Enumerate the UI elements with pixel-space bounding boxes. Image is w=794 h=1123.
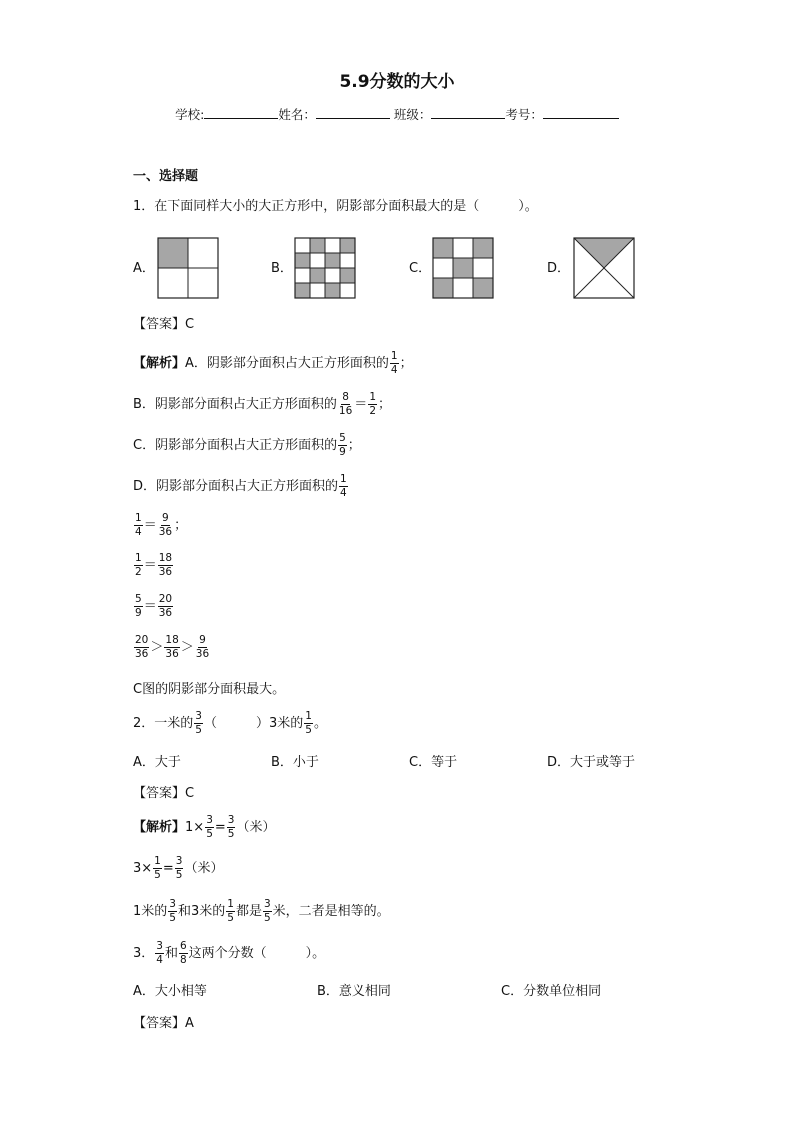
fraction: $\frac{18}{36}$ bbox=[158, 552, 173, 578]
fraction: $\frac{9}{36}$ bbox=[158, 512, 173, 538]
fraction: $\frac{9}{36}$ bbox=[195, 634, 210, 660]
q1-option-d-figure bbox=[573, 237, 635, 299]
fraction: $\frac{8}{16}$ bbox=[338, 391, 353, 417]
fraction: $\frac{1}{2}$ bbox=[135, 552, 142, 578]
section-heading: 一、选择题 bbox=[133, 169, 199, 184]
q2-analysis-1: 【解析】 1× $\frac{3}{5}$ = $\frac{3}{5}$ （米） bbox=[133, 814, 276, 840]
q3-option-b[interactable]: B．意义相同 bbox=[317, 984, 391, 999]
q1-analysis-c: C．阴影部分面积占大正方形面积的 $\frac{5}{9}$ ； bbox=[133, 432, 361, 458]
q1-analysis-b: B．阴影部分面积占大正方形面积的 $\frac{8}{16}$ ＝ $\frac{1}{2}$ ； bbox=[133, 391, 392, 417]
q2-answer: 【答案】C bbox=[133, 786, 195, 801]
fraction: $\frac{1}{5}$ bbox=[227, 898, 234, 924]
class-blank[interactable] bbox=[431, 106, 505, 119]
school-label: 学校: bbox=[175, 107, 205, 122]
q1-conclusion: C图的阴影部分面积最大。 bbox=[133, 682, 286, 697]
fraction: $\frac{1}{2}$ bbox=[369, 391, 376, 417]
q1-option-d-label[interactable]: D． bbox=[547, 261, 571, 276]
student-info-line bbox=[0, 106, 794, 122]
name-label: 姓名： bbox=[278, 107, 316, 122]
analysis-text: A．阴影部分面积占大正方形面积的 bbox=[185, 355, 389, 371]
fraction: $\frac{3}{5}$ bbox=[206, 814, 213, 840]
fraction: $\frac{1}{5}$ bbox=[154, 855, 161, 881]
q2-analysis-2: 3× $\frac{1}{5}$ = $\frac{3}{5}$ （米） bbox=[133, 855, 224, 881]
fraction: $\frac{3}{5}$ bbox=[169, 898, 176, 924]
fraction: $\frac{1}{4}$ bbox=[340, 473, 347, 499]
school-blank[interactable] bbox=[204, 106, 278, 119]
q1-analysis-d bbox=[133, 474, 349, 498]
fraction: $\frac{5}{9}$ bbox=[135, 593, 142, 619]
q3-answer: 【答案】A bbox=[133, 1016, 194, 1031]
fraction: $\frac{3}{5}$ bbox=[263, 898, 271, 924]
q1-option-a-figure bbox=[157, 237, 219, 299]
analysis-text: C．阴影部分面积占大正方形面积的 bbox=[133, 437, 338, 453]
analysis-text: D．阴影部分面积占大正方形面积的 bbox=[133, 478, 339, 494]
fraction: $\frac{20}{36}$ bbox=[158, 593, 173, 619]
fraction: $\frac{20}{36}$ bbox=[135, 634, 149, 660]
number-blank[interactable] bbox=[543, 106, 619, 119]
fraction: $\frac{3}{5}$ bbox=[175, 855, 183, 881]
q1-equation-3: $\frac{5}{9}$ ＝ $\frac{20}{36}$ bbox=[135, 593, 173, 619]
fraction: $\frac{1}{4}$ bbox=[135, 512, 142, 538]
question-1-text: 1．在下面同样大小的大正方形中，阴影部分面积最大的是（ ）。 bbox=[133, 199, 538, 214]
q1-equation-4: $\frac{20}{36}$ ＞ $\frac{18}{36}$ ＞ $\frac{9}{36}$ bbox=[135, 634, 210, 660]
q3-option-a[interactable]: A．大小相等 bbox=[133, 984, 207, 999]
class-label: 班级： bbox=[393, 107, 432, 122]
page-title: 5.9分数的大小 bbox=[339, 72, 455, 92]
q2-option-d[interactable]: D．大于或等于 bbox=[547, 755, 636, 770]
q2-option-c[interactable]: C．等于 bbox=[409, 755, 458, 770]
fraction: $\frac{3}{4}$ bbox=[156, 940, 163, 966]
q1-option-b-figure bbox=[294, 237, 356, 299]
analysis-label: 【解析】 bbox=[133, 819, 186, 835]
fraction: $\frac{1}{4}$ bbox=[390, 350, 398, 376]
q1-equation-2: $\frac{1}{2}$ ＝ $\frac{18}{36}$ bbox=[135, 552, 173, 578]
fraction: $\frac{6}{8}$ bbox=[179, 940, 187, 966]
fraction: $\frac{3}{5}$ bbox=[227, 814, 235, 840]
analysis-label: 【解析】 bbox=[133, 355, 186, 371]
name-blank[interactable] bbox=[316, 106, 390, 119]
q1-answer: 【答案】C bbox=[133, 317, 195, 332]
fraction: $\frac{5}{9}$ bbox=[339, 432, 346, 458]
q1-analysis-a: 【解析】 A．阴影部分面积占大正方形面积的 $\frac{1}{4}$ ； bbox=[133, 350, 413, 376]
q2-analysis-3: 1米的 $\frac{3}{5}$ 和3米的 $\frac{1}{5}$ 都是 $\frac{3}{5}$ 米，二者是相等的。 bbox=[133, 898, 390, 924]
fraction: $\frac{1}{5}$ bbox=[305, 710, 312, 736]
q2-option-b[interactable]: B．小于 bbox=[271, 755, 319, 770]
q3-option-c[interactable]: C．分数单位相同 bbox=[501, 984, 602, 999]
q1-equation-1: $\frac{1}{4}$ ＝ $\frac{9}{36}$ ； bbox=[135, 512, 188, 538]
q1-option-c-figure bbox=[432, 237, 494, 299]
number-label: 考号： bbox=[505, 107, 543, 122]
fraction: $\frac{18}{36}$ bbox=[165, 634, 179, 660]
question-3-text: 3． $\frac{3}{4}$ 和 $\frac{6}{8}$ 这两个分数（ ）。 bbox=[133, 940, 326, 966]
q2-option-a[interactable]: A．大于 bbox=[133, 755, 181, 770]
fraction: $\frac{3}{5}$ bbox=[195, 710, 202, 736]
q1-option-b-label[interactable]: B． bbox=[271, 261, 293, 276]
q1-option-a-label[interactable]: A． bbox=[133, 261, 155, 276]
analysis-text: B．阴影部分面积占大正方形面积的 bbox=[133, 396, 337, 412]
question-2-text: 2．一米的 $\frac{3}{5}$ （ ）3米的 $\frac{1}{5}$ 。 bbox=[133, 710, 327, 736]
q1-option-c-label[interactable]: C． bbox=[409, 261, 432, 276]
